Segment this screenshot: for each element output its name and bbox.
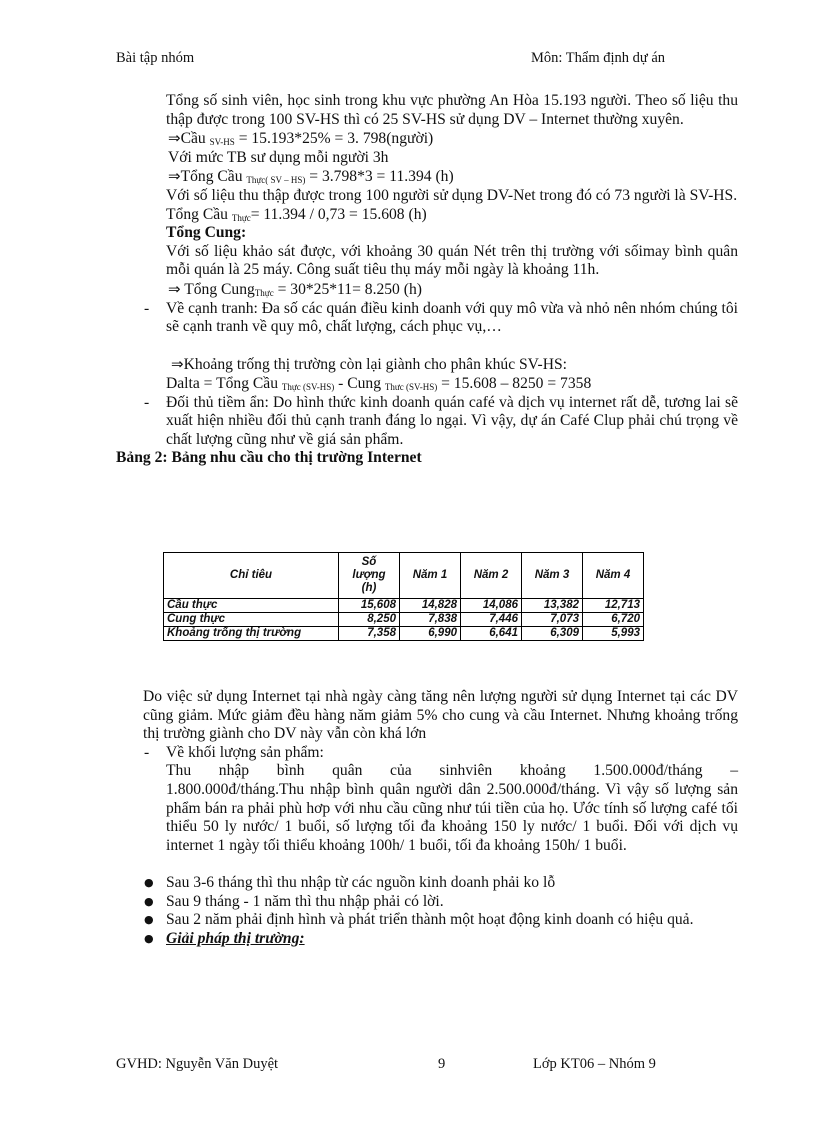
implies-arrow: ⇒ <box>168 129 181 148</box>
bullet-icon: ● <box>144 894 154 908</box>
table-cell: 6,641 <box>461 627 522 641</box>
bullet-icon: ● <box>144 875 154 889</box>
dalta-formula: Dalta = Tổng Cầu $_{Thực (SV-HS)}$ - Cung $_{Thưc (SV-HS)}$ = 15.608 – 8250 = 7358 <box>166 374 592 392</box>
table-row <box>164 599 644 613</box>
total-demand-2: Tổng Cầu $_{Thực}$= 11.394 / 0,73 = 15.608 (h) <box>166 205 427 223</box>
table-cell: 7,073 <box>522 613 583 627</box>
table-caption: Bảng 2: Bảng nhu cầu cho thị trường Internet <box>116 449 422 467</box>
competition-item: - Về cạnh tranh: Đa số các quán điều kinh doanh với quy mô vừa và nhỏ nên nhóm chúng tôi sẽ cạnh tranh về quy mô, chất lượng, cách phục vụ,… <box>144 299 738 336</box>
table-cell: 14,086 <box>461 599 522 613</box>
bullet-icon: ● <box>144 931 154 945</box>
total-supply-heading: Tổng Cung: <box>166 224 247 242</box>
table-cell: 15,608 <box>339 599 400 613</box>
paragraph-internet-decline: Do việc sử dụng Internet tại nhà ngày càng tăng nên lượng người sử dụng Internet tại các DV cũng giảm. Mức giảm đều hàng năm giảm 5% cho cung và cầu Internet. Nhưng khoảng trống thị trường giành cho DV này vẫn còn khá lớn <box>143 688 738 743</box>
header-cell: Chỉ tiêu <box>164 553 339 599</box>
table-row <box>164 613 644 627</box>
header-left: Bài tập nhóm <box>116 50 195 66</box>
document-body-lower <box>0 688 816 948</box>
implies-arrow: ⇒ <box>171 355 184 374</box>
paragraph-net-users: Với số liệu thu thập được trong 100 người sử dụng DV-Net trong đó có 73 người là SV-HS. <box>166 186 738 204</box>
table-cell: 5,993 <box>583 627 644 641</box>
solution-heading: Giải pháp thị trường: <box>166 929 305 947</box>
page-header <box>116 50 686 67</box>
table-cell: 6,309 <box>522 627 583 641</box>
bullet-icon: ● <box>144 913 154 927</box>
row-label: Cầu thực <box>164 599 339 613</box>
page-number: 9 <box>438 1056 446 1072</box>
paragraph-students: Tổng số sinh viên, học sinh trong khu vực phường An Hòa 15.193 người. Theo số liệu thu thập được trong 100 SV-HS thì có 25 SV-HS sử dụng DV – Internet thường xuyên. <box>166 92 738 128</box>
dash-marker: - <box>144 299 150 317</box>
header-cell: Năm 2 <box>461 553 522 599</box>
page-footer <box>116 1056 686 1073</box>
header-cell: Số lượng (h) <box>339 553 400 599</box>
table-cell: 6,720 <box>583 613 644 627</box>
demand-table <box>163 552 644 641</box>
implies-arrow: ⇒ <box>168 279 181 298</box>
average-usage: Với mức TB sư dụng mỗi người 3h <box>168 148 389 166</box>
table-cell: 12,713 <box>583 599 644 613</box>
table-header-row <box>164 553 644 599</box>
header-cell: Năm 4 <box>583 553 644 599</box>
product-volume-item: - Về khối lượng sản phẩm: <box>144 743 324 761</box>
income-line-1: Thu nhập bình quân của sinhviên khoảng 1.500.000đ/tháng – <box>166 762 738 780</box>
header-cell: Năm 1 <box>400 553 461 599</box>
table-cell: 6,990 <box>400 627 461 641</box>
table-row <box>164 627 644 641</box>
dash-marker: - <box>144 743 150 761</box>
demand-sv-hs: ⇒Cầu $_{SV-HS}$ = 15.193*25% = 3. 798(người) <box>168 129 434 148</box>
bullet-item: ● Sau 2 năm phải định hình và phát triển thành một hoạt động kinh doanh có hiệu quả. <box>144 911 694 929</box>
bullet-item: ● Sau 9 tháng - 1 năm thì thu nhập phải có lời. <box>144 892 444 910</box>
income-paragraph: 1.800.000đ/tháng.Thu nhập bình quân người dân 2.500.000đ/tháng. Vì vậy số lượng sản phẩm bán ra phải phù hơp với nhu cầu cũng như túi tiền của họ. Ước tính số lượng café tối thiểu 50 ly nước/ 1 buổi, số lượng tối đa khoảng 150 ly nước/ 1 buổi. Đối với dịch vụ internet 1 ngày tối thiểu khoảng 100h/ 1 buổi, tối đa khoảng 150h/ 1 buổi. <box>166 780 738 854</box>
table-cell: 7,446 <box>461 613 522 627</box>
bullet-item <box>144 929 738 949</box>
row-label: Khoảng trống thị trường <box>164 627 339 641</box>
header-right: Môn: Thẩm định dự án <box>531 50 666 66</box>
table-cell: 14,828 <box>400 599 461 613</box>
footer-left: GVHD: Nguyễn Văn Duyệt <box>116 1056 279 1072</box>
total-demand: ⇒Tổng Cầu $_{Thực( SV - HS)}$ = 3.798*3 = 11.394 (h) <box>168 167 454 186</box>
document-body <box>0 92 816 468</box>
table-cell: 8,250 <box>339 613 400 627</box>
implies-arrow: ⇒ <box>168 167 181 186</box>
row-label: Cung thực <box>164 613 339 627</box>
total-supply: ⇒ Tổng Cung$_{Thực}$ = 30*25*11= 8.250 (h) <box>168 279 422 298</box>
dash-marker: - <box>144 393 150 411</box>
header-cell: Năm 3 <box>522 553 583 599</box>
table-cell: 13,382 <box>522 599 583 613</box>
table-cell: 7,358 <box>339 627 400 641</box>
potential-competitor-item: - Đối thủ tiềm ẩn: Do hình thức kinh doanh quán café và dịch vụ internet rất dễ, tương lai sẽ xuất hiện nhiều đối thủ cạnh tranh đáng lo ngại. Vì vậy, dự án Café Clup phải chú trọng về chất lượng cũng như về giá sản phẩm. <box>144 393 738 448</box>
footer-right: Lớp KT06 – Nhóm 9 <box>533 1056 656 1072</box>
bullet-item: ● Sau 3-6 tháng thì thu nhập từ các nguồn kinh doanh phải ko lỗ <box>144 873 556 891</box>
paragraph-supply: Với số liệu khảo sát được, với khoảng 30 quán Nét trên thị trường với sốimay bình quân mỗi quán là 25 máy. Công suất tiêu thụ máy mỗi ngày là khoảng 11h. <box>166 242 738 279</box>
market-gap-line: ⇒Khoảng trống thị trường còn lại giành cho phân khúc SV-HS: <box>171 355 567 374</box>
table-cell: 7,838 <box>400 613 461 627</box>
